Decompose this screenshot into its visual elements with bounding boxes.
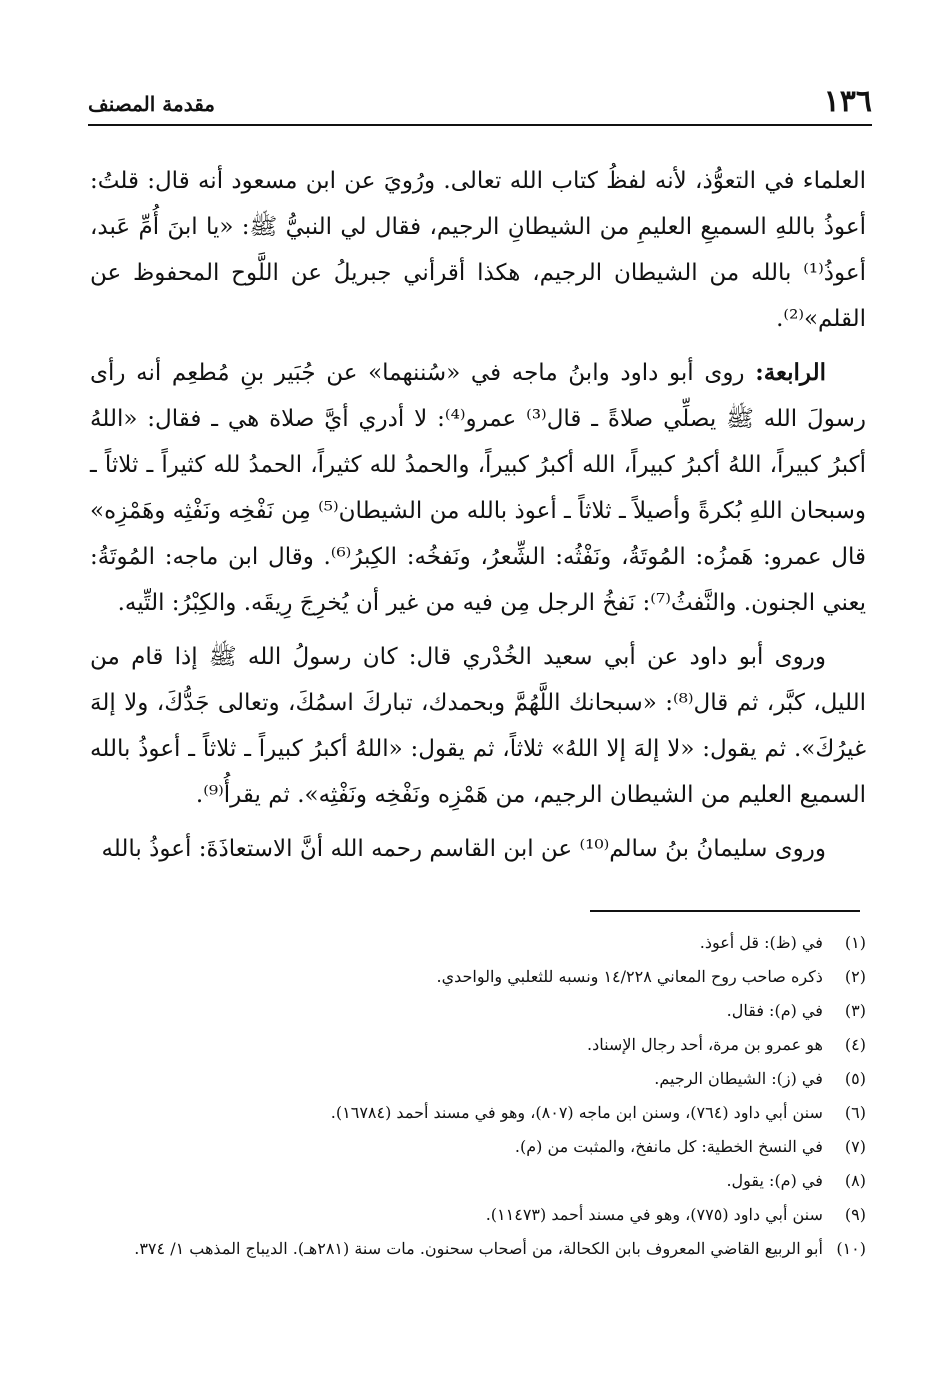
page-header	[88, 84, 872, 126]
footnote-number: (١)	[844, 933, 866, 952]
footnote-text: في (ظ): قل أعوذ.	[699, 933, 823, 952]
footnote-item	[90, 1198, 866, 1232]
footnote-item	[90, 1232, 866, 1266]
footnote-text: في (م): يقول.	[726, 1171, 823, 1190]
footnote-number: (١٠)	[836, 1239, 866, 1258]
footnote-item	[90, 1130, 866, 1164]
footnote-number: (٧)	[844, 1137, 866, 1156]
footnote-item	[90, 1164, 866, 1198]
footnote-item	[90, 994, 866, 1028]
footnote-divider	[590, 910, 860, 912]
footnote-item	[90, 1028, 866, 1062]
footnote-text: أبو الربيع القاضي المعروف بابن الكحالة، من أصحاب سحنون. مات سنة (٢٨١هـ). الديباج المذهب ١/ ٣٧٤.	[134, 1239, 823, 1258]
footnote-number: (٣)	[844, 1001, 866, 1020]
footnote-text: ذكره صاحب روح المعاني ١٤/٢٢٨ ونسبه للثعلبي والواحدي.	[436, 967, 823, 986]
footnote-text: في (م): فقال.	[726, 1001, 823, 1020]
footnote-number: (٩)	[844, 1205, 866, 1224]
paragraph-1: العلماء في التعوُّذ، لأنه لفظُ كتاب الله تعالى. ورُويَ عن ابن مسعود أنه قال: قلتُ: أعوذُ باللهِ السميعِ العليمِ من الشيطانِ الرجيم، فقال لي النبيُّ ﷺ: «يا ابنَ أُمِّ عَبد، أعوذُ⁽¹⁾ بالله من الشيطان الرجيم، هكذا أقرأني جبريلُ عن اللَّوح المحفوظ عن القلم»⁽²⁾.	[90, 168, 866, 332]
footnote-number: (٢)	[844, 967, 866, 986]
page-number: ١٣٦	[823, 84, 872, 119]
footnote-number: (٨)	[844, 1171, 866, 1190]
footnote-text: هو عمرو بن مرة، أحد رجال الإسناد.	[587, 1035, 823, 1054]
footnote-number: (٥)	[844, 1069, 866, 1088]
running-title: مقدمة المصنف	[88, 92, 216, 116]
footnote-text: في النسخ الخطية: كل مانفخ، والمثبت من (م).	[514, 1137, 823, 1156]
paragraph-2-text: روى أبو داود وابنُ ماجه في «سُننهما» عن جُبَير بنِ مُطعِم أنه رأى رسولَ الله ﷺ يصلِّي صلاةً ـ قال⁽³⁾ عمرو⁽⁴⁾: لا أدري أيَّ صلاة هي ـ فقال: «اللهُ أكبرُ كبيراً، اللهُ أكبرُ كبيراً، الله أكبرُ كبيراً، والحمدُ لله كثيراً، الحمدُ لله كثيراً ـ ثلاثاً ـ وسبحان اللهِ بُكرةً وأصيلاً ـ ثلاثاً ـ أعوذ بالله من الشيطان⁽⁵⁾ مِن نَفْخِه ونَفْثِه وهَمْزِه» قال عمرو: هَمزُه: المُوتَةُ، ونَفْثُه: الشِّعرُ، ونَفخُه: الكِبرُ⁽⁶⁾. وقال ابن ماجه: المُوتَةُ: يعني الجنون. والنَّفثُ⁽⁷⁾: نَفخُ الرجل مِن فيه من غير أن يُخرِجَ رِيقَه. والكِبْرُ: التِّيه.	[90, 360, 867, 616]
footnote-text: في (ز): الشيطان الرجيم.	[654, 1069, 823, 1088]
footnote-number: (٦)	[844, 1103, 866, 1122]
section-lead: الرابعة:	[755, 359, 826, 386]
paragraph-3: وروى أبو داود عن أبي سعيد الخُدْري قال: كان رسولُ الله ﷺ إذا قام من الليل، كبَّر، ثم قال⁽⁸⁾: «سبحانك اللَّهُمَّ وبحمدك، تباركَ اسمُكَ، وتعالى جَدُّكَ، ولا إلهَ غيرُكَ». ثم يقول: «لا إلهَ إلا اللهُ» ثلاثاً، ثم يقول: «اللهُ أكبرُ كبيراً ـ ثلاثاً ـ أعوذُ بالله السميع العليم من الشيطان الرجيم، من هَمْزِه ونَفْخِه ونَفْثِه». ثم يقرأُ⁽⁹⁾.	[90, 644, 866, 808]
footnote-number: (٤)	[844, 1035, 866, 1054]
footnote-item	[90, 960, 866, 994]
footnote-text: سنن أبي داود (٧٦٤)، وسنن ابن ماجه (٨٠٧)، وهو في مسند أحمد (١٦٧٨٤).	[330, 1103, 823, 1122]
footnote-item	[90, 1096, 866, 1130]
main-text	[90, 158, 866, 880]
footnote-item	[90, 1062, 866, 1096]
footnote-text: سنن أبي داود (٧٧٥)، وهو في مسند أحمد (١١٤٧٣).	[485, 1205, 823, 1224]
footnote-item	[90, 926, 866, 960]
footnotes-list	[90, 926, 866, 1266]
paragraph-4: وروى سليمانُ بنُ سالم⁽¹⁰⁾ عن ابن القاسم رحمه الله أنَّ الاستعاذَةَ: أعوذُ بالله	[101, 836, 826, 862]
paragraph-2	[90, 350, 866, 626]
